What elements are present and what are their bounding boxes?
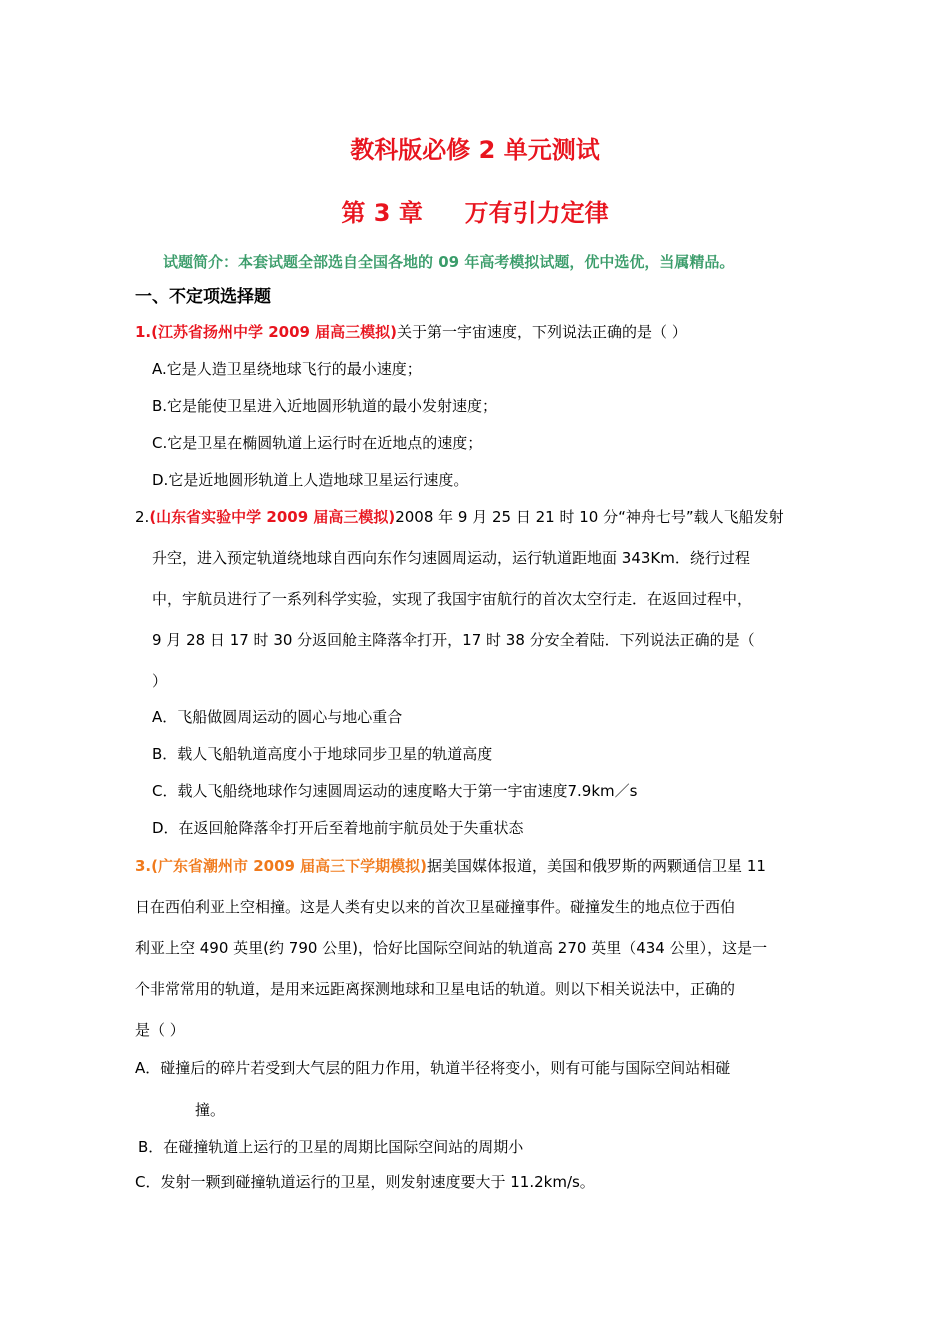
question-3-stem-line-2: 日在西伯利亚上空相撞。这是人类有史以来的首次卫星碰撞事件。碰撞发生的地点位于西伯 [135,898,736,916]
question-1-source: 1.(江苏省扬州中学 2009 届高三模拟) [135,323,398,341]
question-3-option-b: B．在碰撞轨道上运行的卫星的周期比国际空间站的周期小 [138,1138,524,1156]
question-2-option-a: A．飞船做圆周运动的圆心与地心重合 [152,708,403,726]
question-1-option-b: B.它是能使卫星进入近地圆形轨道的最小发射速度； [152,397,498,415]
question-2-option-c: C．载人飞船绕地球作匀速圆周运动的速度略大于第一宇宙速度7.9km／s [152,782,638,800]
question-2-option-b: B．载人飞船轨道高度小于地球同步卫星的轨道高度 [152,745,493,763]
section-heading: 一、不定项选择题 [135,287,271,307]
question-1-stem [135,322,687,342]
question-3-stem-line-5: 是（ ） [135,1021,185,1039]
question-3-text: 据美国媒体报道，美国和俄罗斯的两颗通信卫星 11 [427,857,766,875]
question-2-stem-line-3: 中，宇航员进行了一系列科学实验，实现了我国宇宙航行的首次太空行走．在返回过程中， [152,590,753,608]
question-1-option-c: C.它是卫星在椭圆轨道上运行时在近地点的速度； [152,434,483,452]
question-3-option-a-continued: 撞。 [195,1101,226,1119]
question-1-text: 关于第一宇宙速度，下列说法正确的是（ ） [397,323,687,341]
question-2-stem-line-4: 9 月 28 日 17 时 30 分返回舱主降落伞打开，17 时 38 分安全着陆．下列说法正确的是（ [152,631,755,649]
document-title: 教科版必修 2 单元测试 [350,136,600,164]
question-3-option-a: A．碰撞后的碎片若受到大气层的阻力作用，轨道半径将变小，则有可能与国际空间站相碰 [135,1059,731,1077]
question-1-option-d: D.它是近地圆形轨道上人造地球卫星运行速度。 [152,471,469,489]
question-2-stem-line-1 [135,507,784,527]
question-2-stem-line-5: ） [152,672,168,690]
question-2-stem-line-2: 升空，进入预定轨道绕地球自西向东作匀速圆周运动，运行轨道距地面 343Km．绕行过程 [152,549,750,567]
question-3-stem-line-3: 利亚上空 490 英里(约 790 公里)，恰好比国际空间站的轨道高 270 英里（434 公里），这是一 [135,939,768,957]
question-3-option-c: C．发射一颗到碰撞轨道运行的卫星，则发射速度要大于 11.2km/s。 [135,1173,595,1191]
question-2-option-d: D．在返回舱降落伞打开后至着地前宇航员处于失重状态 [152,819,524,837]
intro-text: 试题简介：本套试题全部选自全国各地的 09 年高考模拟试题，优中选优，当属精品。 [163,253,735,271]
question-2-text: 2008 年 9 月 25 日 21 时 10 分“神舟七号”载人飞船发射 [395,508,784,526]
chapter-title: 第 3 章 万有引力定律 [341,199,609,227]
question-2-number: 2. [135,508,150,526]
question-3-stem-line-1 [135,856,766,876]
question-2-source: (山东省实验中学 2009 届高三模拟) [149,508,396,526]
question-3-stem-line-4: 个非常常用的轨道，是用来远距离探测地球和卫星电话的轨道。则以下相关说法中，正确的 [135,980,736,998]
question-3-source: 3.(广东省潮州市 2009 届高三下学期模拟) [135,857,428,875]
question-1-option-a: A.它是人造卫星绕地球飞行的最小速度； [152,360,422,378]
